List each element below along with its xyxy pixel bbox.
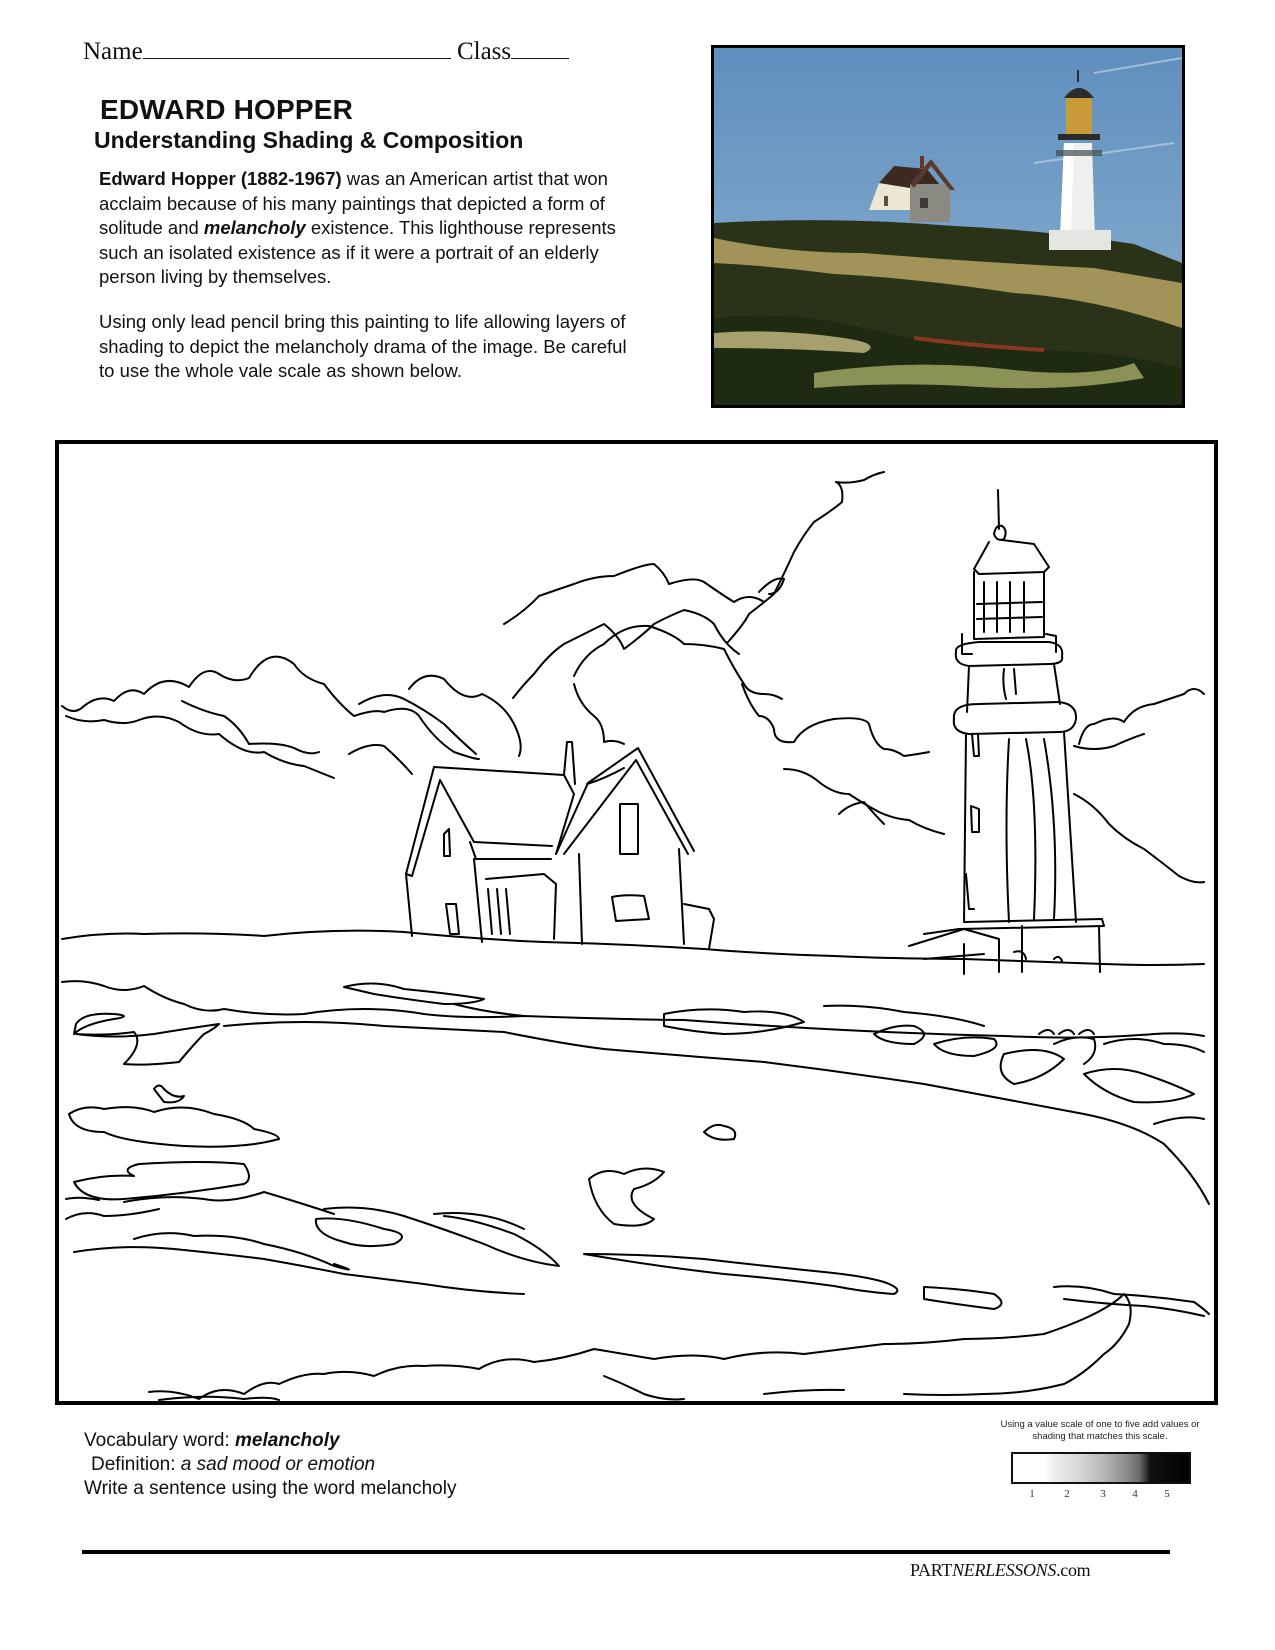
name-label: Name	[83, 38, 143, 65]
line-drawing	[59, 444, 1214, 1401]
vocabulary-word-line	[84, 1429, 456, 1453]
value-scale-caption: Using a value scale of one to five add values or shading that matches this scale.	[1000, 1419, 1200, 1442]
page-title: EDWARD HOPPER	[100, 94, 354, 125]
intro-paragraph	[99, 167, 659, 290]
definition-line	[84, 1453, 456, 1477]
name-class-row	[83, 36, 569, 66]
intro-text: was an American artist that won acclaim because of his many paintings that depicted a form of solitude and	[99, 168, 608, 238]
footer-brand	[910, 1560, 1090, 1581]
brand-italic: NERLESSONS	[952, 1560, 1057, 1580]
brand-suffix: .com	[1056, 1560, 1091, 1580]
scale-label-2: 2	[1064, 1488, 1070, 1500]
class-label: Class	[456, 38, 512, 65]
scale-label-3: 3	[1100, 1488, 1106, 1500]
name-field[interactable]	[143, 36, 451, 59]
reference-painting	[711, 45, 1185, 408]
scale-label-4: 4	[1132, 1488, 1138, 1500]
class-field[interactable]	[511, 36, 569, 59]
instructions-paragraph: Using only lead pencil bring this painting to life allowing layers of shading to depict the melancholy drama of the image. Be careful to use the whole vale scale as shown below.	[99, 311, 627, 381]
emphasis-word: melancholy	[203, 217, 306, 238]
definition-label: Definition:	[91, 1454, 181, 1475]
vocabulary-section	[84, 1429, 456, 1501]
scale-label-5: 5	[1164, 1488, 1170, 1500]
footer-divider	[82, 1550, 1170, 1554]
vocabulary-word: melancholy	[235, 1430, 340, 1451]
definition-text: a sad mood or emotion	[180, 1454, 376, 1475]
sentence-prompt: Write a sentence using the word melancholy	[84, 1478, 457, 1499]
scale-label-1: 1	[1029, 1488, 1035, 1500]
intro-text-end: existence. This lighthouse represents such an isolated existence as if it were a portrait of an elderly person living by themselves.	[99, 217, 616, 287]
value-scale-bar	[1011, 1452, 1191, 1484]
page-subtitle: Understanding Shading & Composition	[94, 127, 524, 153]
brand-part: PART	[910, 1560, 953, 1580]
artist-name: Edward Hopper (1882-1967)	[99, 168, 342, 189]
vocabulary-label: Vocabulary word:	[84, 1430, 236, 1451]
drawing-area[interactable]	[55, 440, 1218, 1405]
painting-image	[714, 48, 1182, 405]
